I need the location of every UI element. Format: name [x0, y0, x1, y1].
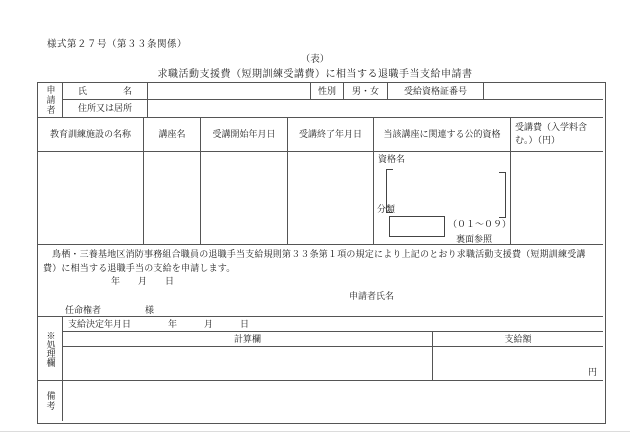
start-date-value-cell	[201, 152, 288, 245]
appointer-honorific: 様	[145, 305, 155, 315]
sex-label-cell	[311, 83, 344, 100]
form-number: 様式第２７号（第３３条関係）	[47, 40, 188, 50]
address-label-cell	[63, 100, 148, 118]
remarks-label-cell	[38, 381, 63, 421]
address-value-cell	[148, 100, 603, 118]
facility-header: 教育訓練施設の名称	[49, 129, 131, 139]
remarks-label: 備考	[45, 391, 56, 411]
name-label: 氏 名	[77, 85, 132, 96]
sex-value: 男・女	[351, 85, 379, 96]
decision-date-label: 支給決定年月日	[68, 319, 132, 329]
fee-header-cell	[511, 118, 603, 152]
qualification-value-cell	[374, 152, 511, 245]
qualification-header-cell	[374, 118, 511, 152]
qualification-header: 当該講座に関連する公的資格	[383, 129, 501, 139]
calculation-header-cell	[63, 332, 433, 347]
sex-label: 性別	[317, 85, 336, 96]
right-bracket	[499, 172, 506, 218]
applicant-name-line-label: 申請者氏名	[349, 291, 395, 301]
course-header: 講座名	[158, 129, 186, 139]
processing-group-label-cell	[38, 317, 63, 381]
end-date-header-cell	[288, 118, 374, 152]
classification-code-box	[389, 216, 445, 237]
amount-header: 支給額	[504, 333, 532, 344]
fee-value-cell	[511, 152, 603, 245]
front-side-label: （表）	[300, 55, 330, 65]
processing-group-label: ※処理欄	[45, 330, 56, 367]
declaration-text: 鳥栖・三養基地区消防事務組合職員の退職手当支給規則第３３条第１項の規定により上記のとおり求職活動支援費（短期訓練受講費）に相当する退職手当の支給を申請します。	[43, 249, 586, 273]
qualification-name-label: 資格名	[378, 154, 406, 164]
address-label: 住所又は居所	[77, 103, 132, 113]
sex-value-cell	[344, 83, 388, 100]
decision-date-value: 年 月 日	[168, 319, 250, 329]
calculation-header: 計算欄	[233, 333, 261, 344]
start-date-header: 受講開始年月日	[212, 129, 276, 139]
decision-date-row	[63, 317, 603, 332]
certificate-number-label: 受給資格証番号	[403, 85, 467, 96]
remarks-value-cell	[63, 381, 603, 421]
amount-value-cell	[433, 347, 603, 381]
calculation-value-cell	[63, 347, 433, 381]
fee-header: 受講費（入学料含む。）（円）	[515, 122, 588, 145]
form-title: 求職活動支援費（短期訓練受講費）に相当する退職手当支給申請書	[157, 69, 473, 80]
amount-header-cell	[433, 332, 603, 347]
certificate-number-value-cell	[484, 83, 603, 100]
end-date-header: 受講終了年月日	[298, 129, 362, 139]
declaration-cell	[38, 245, 603, 317]
classification-label: 分類	[377, 204, 396, 214]
applicant-group-label-cell	[38, 83, 63, 118]
applicant-group-label: 申請者	[45, 85, 56, 115]
classification-range: （０１～０９）	[448, 219, 512, 229]
facility-header-cell	[38, 118, 144, 152]
page-edge-shadow	[0, 431, 630, 432]
name-label-cell	[63, 83, 148, 100]
declaration-date-line: 年 月 日	[111, 276, 175, 286]
appointer-label: 任命権者	[65, 305, 102, 315]
currency-label: 円	[587, 367, 597, 377]
application-form-table	[37, 82, 606, 424]
course-value-cell	[144, 152, 201, 245]
certificate-number-label-cell	[388, 83, 484, 100]
name-value-cell	[148, 83, 311, 100]
facility-value-cell	[38, 152, 144, 245]
course-header-cell	[144, 118, 201, 152]
end-date-value-cell	[288, 152, 374, 245]
see-reverse-note: 裏面参照	[456, 234, 493, 244]
start-date-header-cell	[201, 118, 288, 152]
